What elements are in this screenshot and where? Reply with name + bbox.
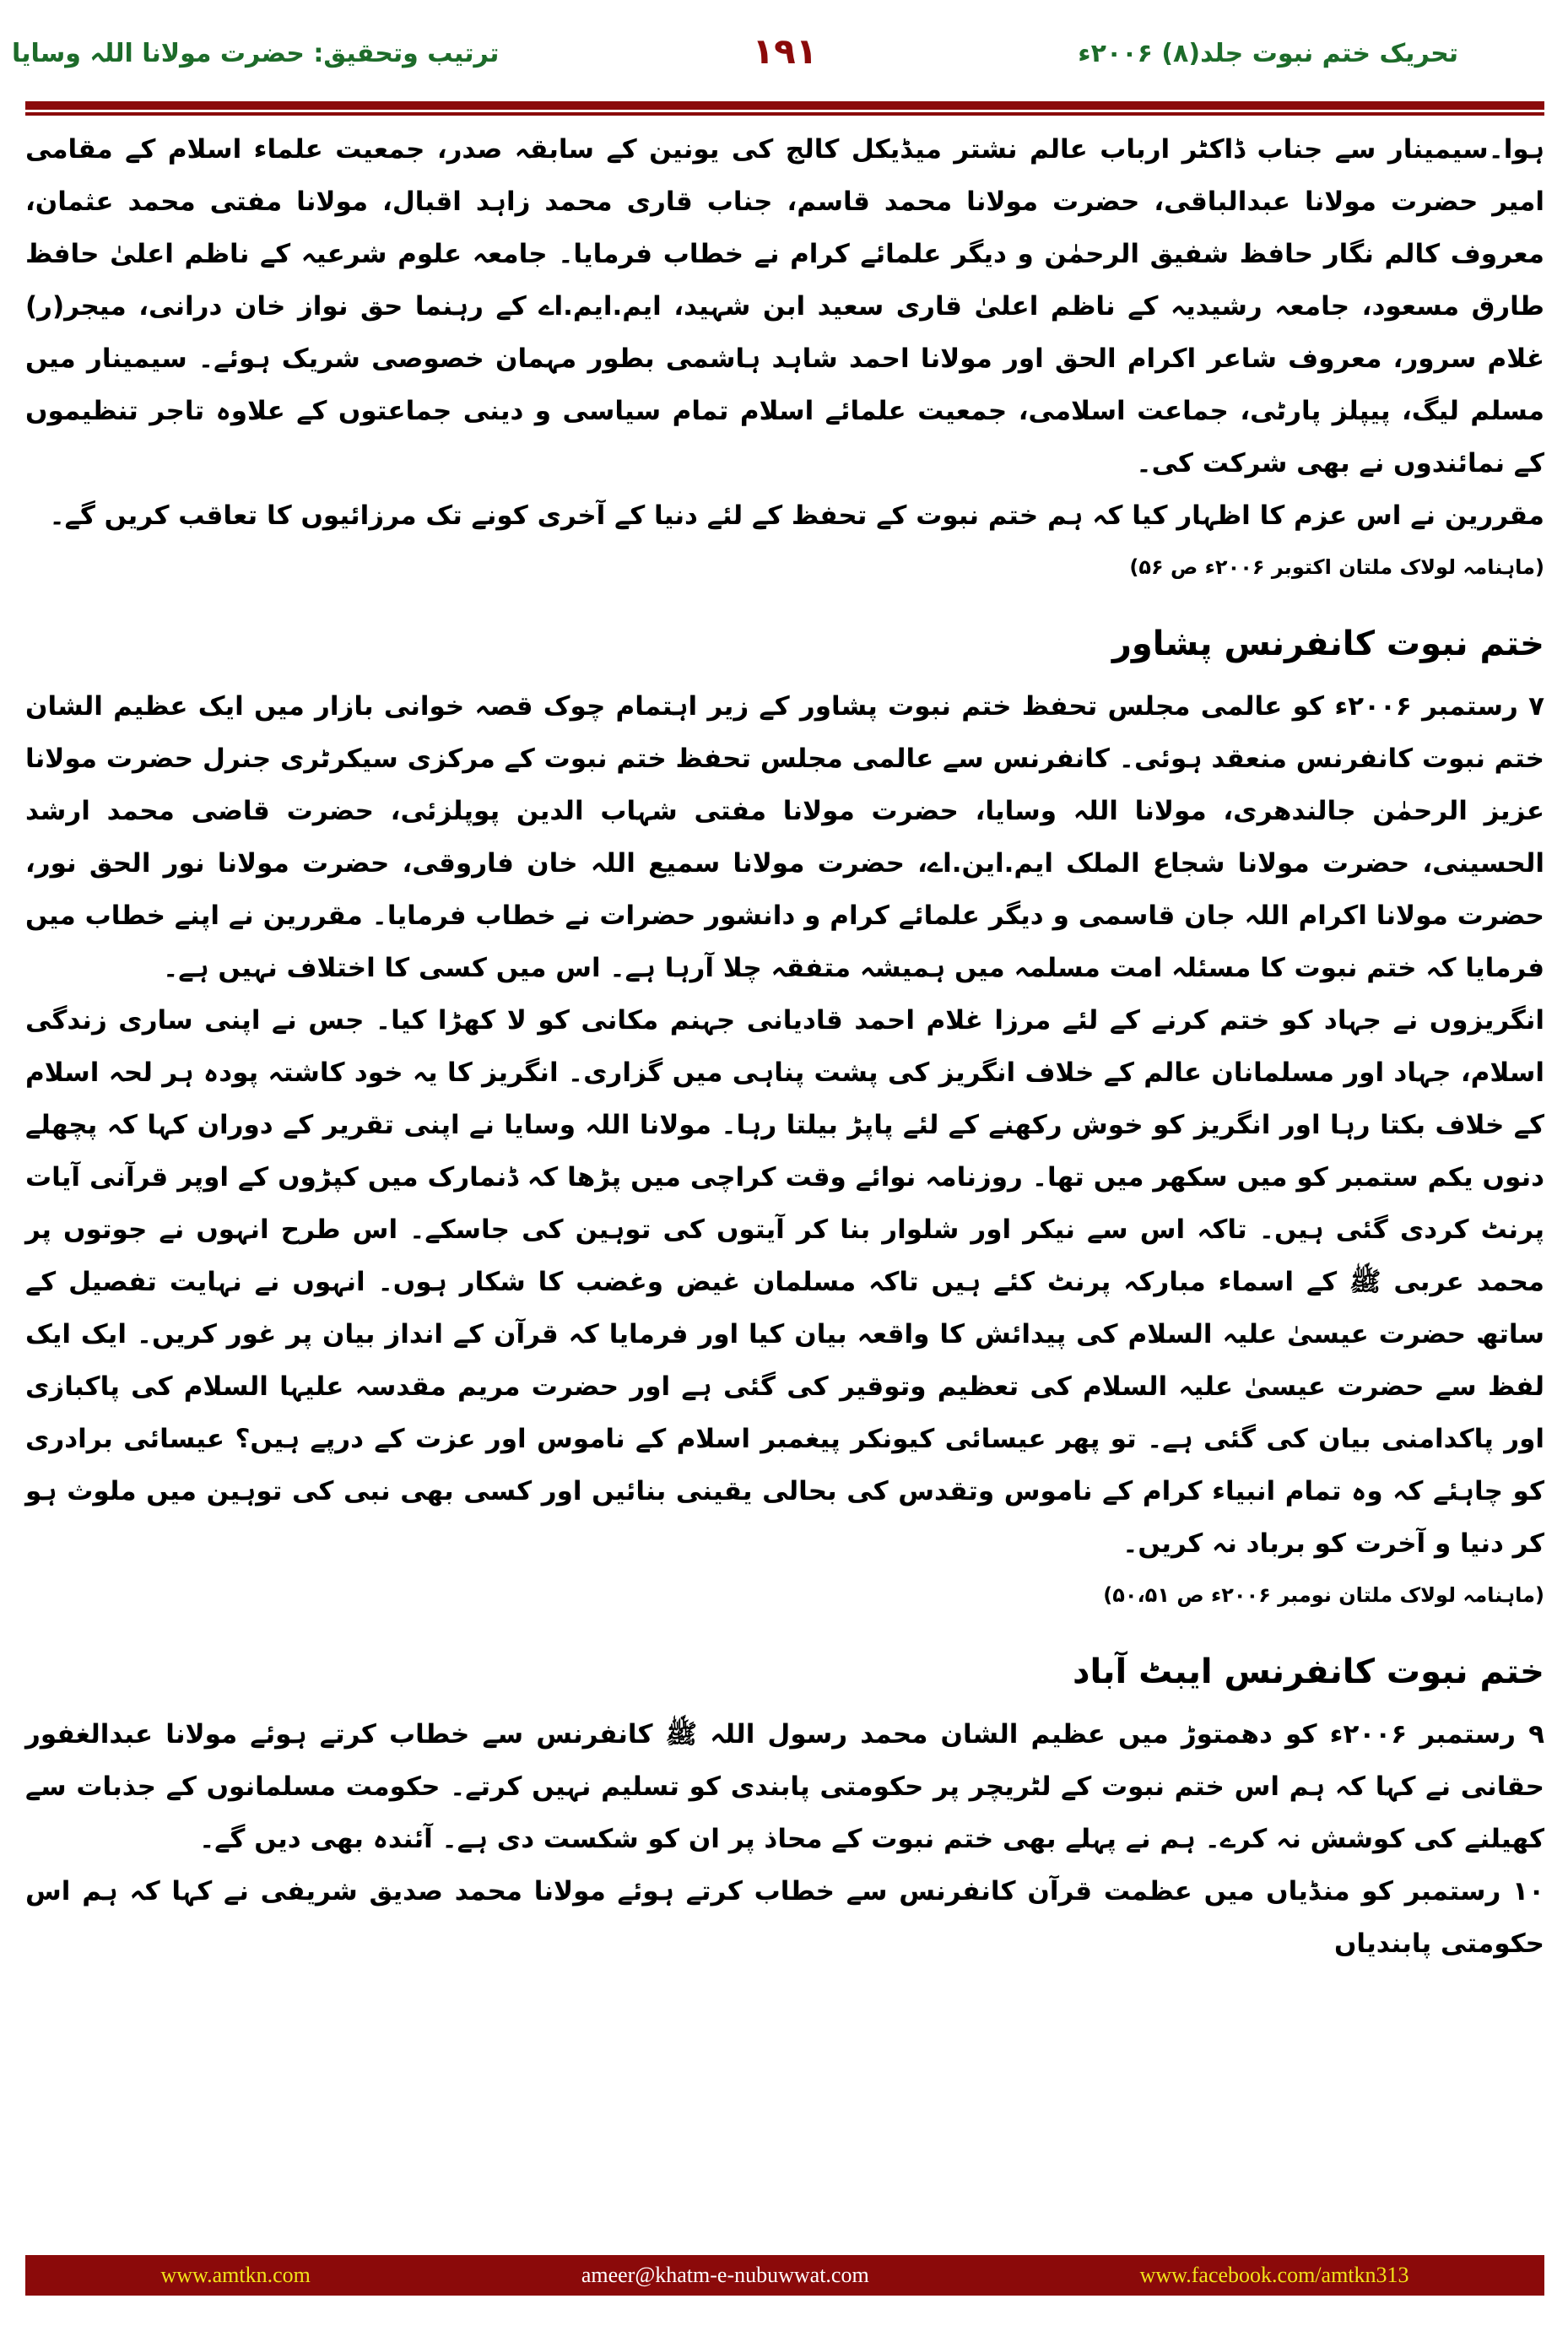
paragraph: ۱۰ رستمبر کو منڈیاں میں عظمت قرآن کانفرنس سے خطاب کرتے ہوئے مولانا محمد صدیق شریفی نے کہا کہ ہم اس حکومتی پابندیاں [25, 1876, 1544, 1959]
header-rule-thick [25, 101, 1544, 110]
section-title: ختم نبوت کانفرنس پشاور [1111, 625, 1544, 663]
paragraph: انگریزوں نے جہاد کو ختم کرنے کے لئے مرزا غلام احمد قادیانی جہنم مکانی کو لا کھڑا کیا۔ جس نے اپنی ساری زندگی اسلام، جہاد اور مسلمانان عالم کے خلاف انگریز کی پشت پناہی میں گزاری۔ انگریز کا یہ خود کاشتہ پودہ ہر لحہ اسلام کے خلاف بکتا رہا اور انگریز کو خوش رکھنے کے لئے پاپڑ بیلتا رہا۔ مولانا اللہ وسایا نے اپنی تقریر کے دوران کہا کہ پچھلے دنوں یکم ستمبر کو میں سکھر میں تھا۔ روزنامہ نوائے وقت کراچی میں پڑھا کہ ڈنمارک میں کپڑوں کے اوپر قرآنی آیات پرنٹ کردی گئی ہیں۔ تاکہ اس سے نیکر اور شلوار بنا کر آیتوں کی توہین کی جاسکے۔ اس طرح انہوں نے جوتوں پر محمد عربی ﷺ کے اسماء مبارکہ پرنٹ کئے ہیں تاکہ مسلمان غیض وغضب کا شکار ہوں۔ انہوں نے نہایت تفصیل کے ساتھ حضرت عیسیٰ علیہ السلام کی پیدائش کا واقعہ بیان کیا اور فرمایا کہ قرآن کے انداز بیان پر غور کریں۔ ایک ایک لفظ سے حضرت عیسیٰ علیہ السلام کی تعظیم وتوقیر کی گئی ہے اور حضرت مریم مقدسہ علیہا السلام کی پاکبازی اور پاکدامنی بیان کی گئی ہے۔ تو پھر عیسائی کیونکر پیغمبر اسلام کے ناموس اور عزت کے درپے ہیں؟ عیسائی برادری کو چاہئے کہ وہ تمام انبیاء کرام کے ناموس وتقدس کی بحالی یقینی بنائیں اور کسی بھی نبی کی توہین میں ملوث ہو کر دنیا و آخرت کو برباد نہ کریں۔ [25, 1005, 1544, 1559]
page-footer [25, 2255, 1544, 2296]
section-title: ختم نبوت کانفرنس ایبٹ آباد [1072, 1652, 1544, 1691]
page-header [0, 0, 1568, 118]
seminar-section [25, 123, 1544, 592]
paragraph: ۷ رستمبر ۲۰۰۶ء کو عالمی مجلس تحفظ ختم نبوت پشاور کے زیر اہتمام چوک قصہ خوانی بازار میں ایک عظیم الشان ختم نبوت کانفرنس منعقد ہوئی۔ کانفرنس سے عالمی مجلس تحفظ ختم نبوت کے مرکزی سیکرٹری جنرل حضرت مولانا عزیز الرحمٰن جالندھری، مولانا اللہ وسایا، حضرت مولانا مفتی شہاب الدین پوپلزئی، حضرت قاضی محمد ارشد الحسینی، حضرت مولانا شجاع الملک ایم.این.اے، حضرت مولانا سمیع اللہ خان فاروقی، حضرت مولانا نور الحق نور، حضرت مولانا اکرام اللہ جان قاسمی و دیگر علمائے کرام و دانشور حضرات نے خطاب فرمایا۔ مقررین نے اپنے خطاب میں فرمایا کہ ختم نبوت کا مسئلہ امت مسلمہ میں ہمیشہ متفقہ چلا آرہا ہے۔ اس میں کسی کا اختلاف نہیں ہے۔ [25, 691, 1544, 983]
header-rule-thin [25, 112, 1544, 116]
compiler-credit: ترتیب وتحقیق: حضرت مولانا اللہ وسایا [12, 39, 500, 68]
website-link[interactable]: www.amtkn.com [160, 2263, 311, 2287]
peshawar-conference-section [25, 608, 1544, 1620]
email-link[interactable]: ameer@khatm-e-nubuwwat.com [581, 2263, 869, 2287]
book-title: تحریک ختم نبوت جلد(۸) ۲۰۰۶ء [1078, 39, 1458, 68]
paragraph: ہوا۔سیمینار سے جناب ڈاکٹر ارباب عالم نشتر میڈیکل کالج کی یونین کے سابقہ صدر، جمعیت علماء اسلام کے مقامی امیر حضرت مولانا عبدالباقی، حضرت مولانا محمد قاسم، جناب قاری محمد زاہد اقبال، مولانا مفتی محمد عثمان، معروف کالم نگار حافظ شفیق الرحمٰن و دیگر علمائے کرام نے خطاب فرمایا۔ جامعہ علوم شرعیہ کے ناظم اعلیٰ حافظ طارق مسعود، جامعہ رشیدیہ کے ناظم اعلیٰ قاری سعید ابن شہید، ایم.ایم.اے کے رہنما حق نواز خان درانی، میجر(ر) غلام سرور، معروف شاعر اکرام الحق اور مولانا احمد شاہد ہاشمی بطور مہمان خصوصی شریک ہوئے۔ سیمینار میں مسلم لیگ، پیپلز پارٹی، جماعت اسلامی، جمعیت علمائے اسلام تمام سیاسی و دینی جماعتوں کے علاوہ تاجر تنظیموں کے نمائندوں نے بھی شرکت کی۔ [25, 134, 1544, 479]
citation: (ماہنامہ لولاک ملتان اکتوبر ۲۰۰۶ء ص ۵۶) [1129, 555, 1544, 579]
page-content [25, 123, 1544, 1970]
facebook-link[interactable]: www.facebook.com/amtkn313 [1139, 2263, 1409, 2287]
paragraph: مقررین نے اس عزم کا اظہار کیا کہ ہم ختم نبوت کے تحفظ کے لئے دنیا کے آخری کونے تک مرزائیوں کا تعاقب کریں گے۔ [49, 500, 1544, 531]
abbottabad-conference-section [25, 1636, 1544, 1970]
page-number: ۱۹۱ [752, 30, 818, 72]
citation: (ماہنامہ لولاک ملتان نومبر ۲۰۰۶ء ص ۵۰،۵۱) [1103, 1583, 1544, 1607]
paragraph: ۹ رستمبر ۲۰۰۶ء کو دھمتوڑ میں عظیم الشان محمد رسول اللہ ﷺ کانفرنس سے خطاب کرتے ہوئے مولانا عبدالغفور حقانی نے کہا کہ ہم اس ختم نبوت کے لٹریچر پر حکومتی پابندی کو تسلیم نہیں کرتے۔ حکومت مسلمانوں کے جذبات سے کھیلنے کی کوشش نہ کرے۔ ہم نے پہلے بھی ختم نبوت کے محاذ پر ان کو شکست دی ہے۔ آئندہ بھی دیں گے۔ [25, 1719, 1544, 1854]
